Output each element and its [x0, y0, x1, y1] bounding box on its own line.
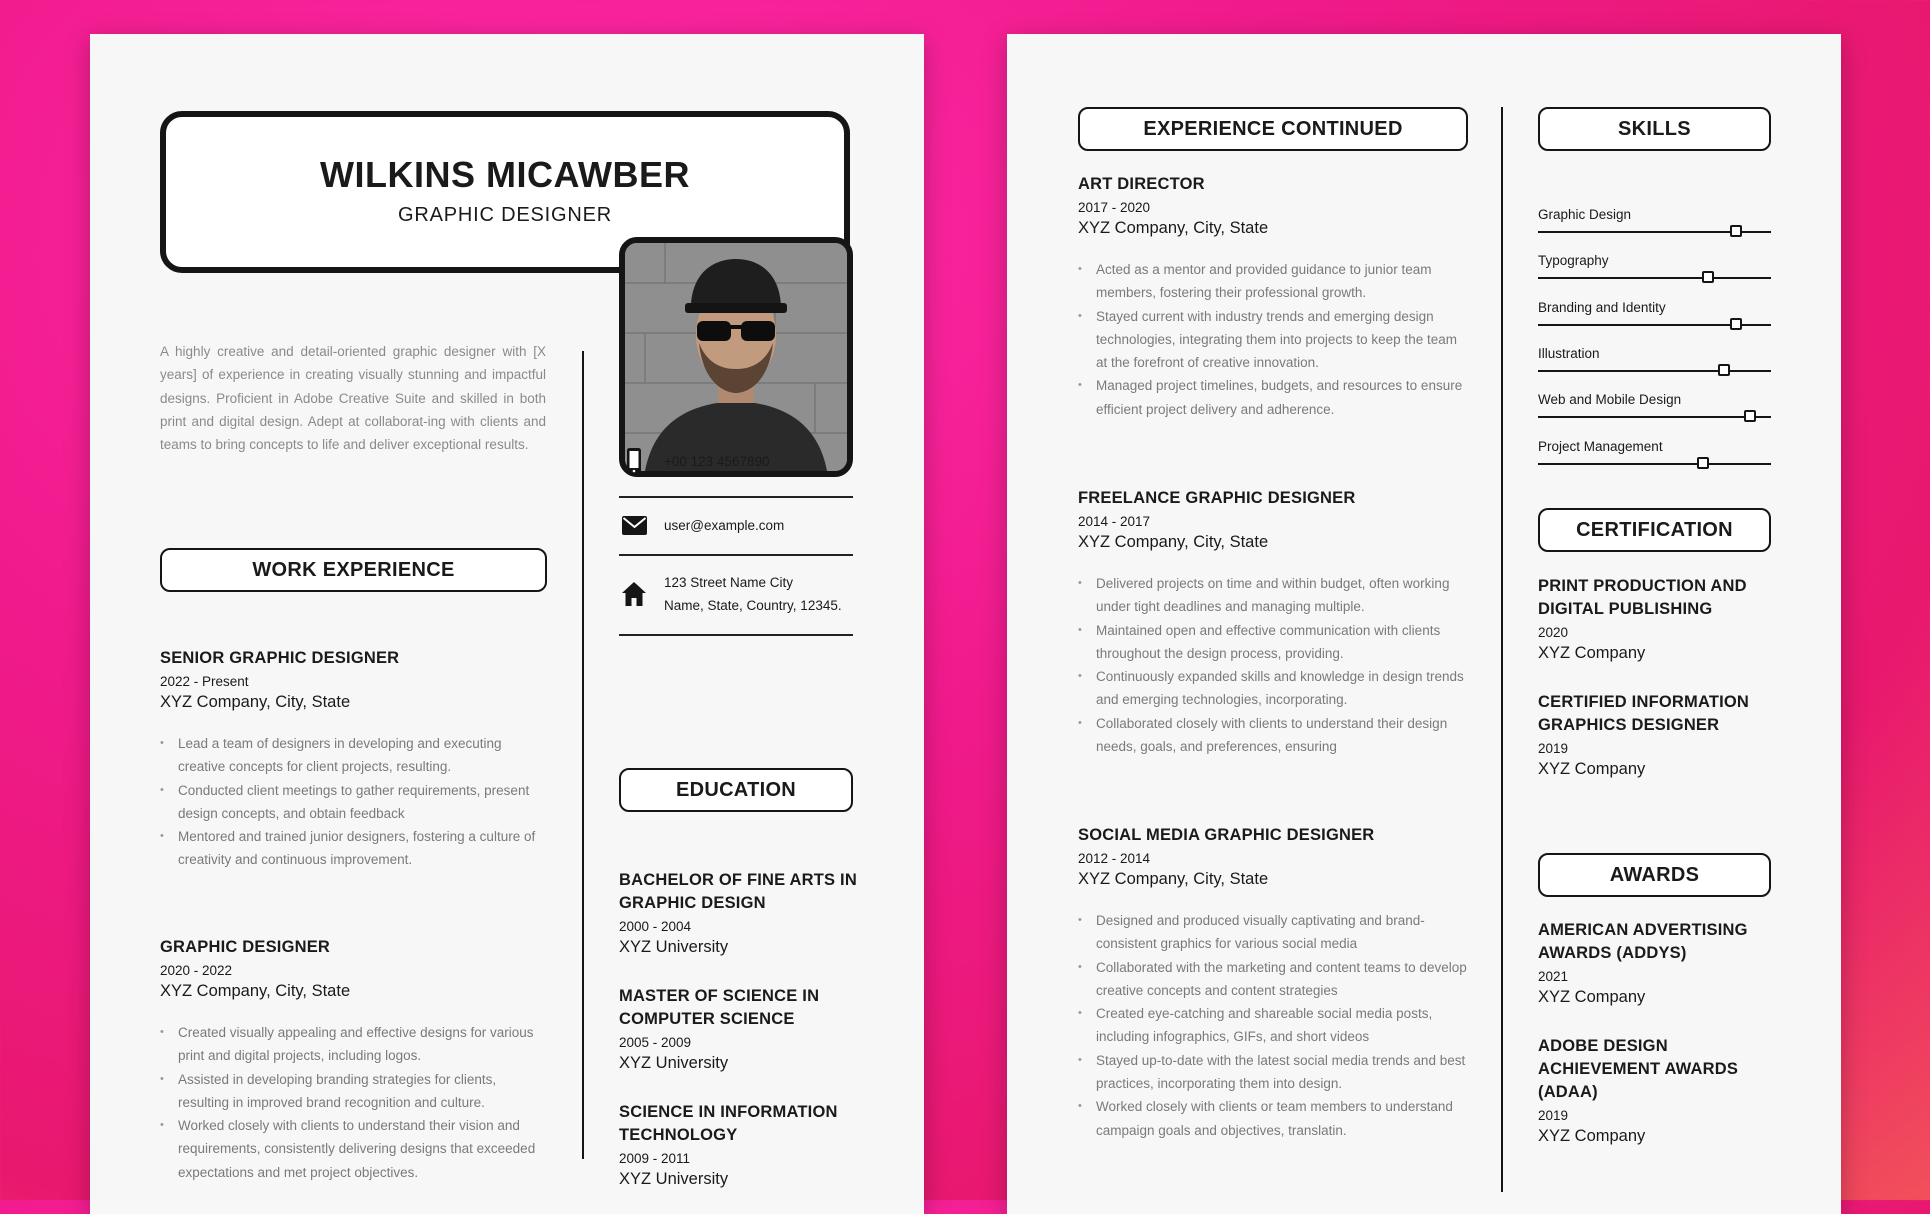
job-bullet: • Maintained open and effective communication with clients throughout the design process, providing.	[1078, 619, 1470, 666]
envelope-icon	[619, 516, 649, 535]
job-company: XYZ Company, City, State	[160, 693, 351, 711]
job-dates: 2017 - 2020	[1078, 200, 1151, 215]
certification-heading: CERTIFICATION	[1538, 508, 1771, 552]
skill-level-handle	[1697, 457, 1709, 469]
award-title: AMERICAN ADVERTISING AWARDS (ADDYS)	[1538, 921, 1748, 962]
degree-dates: 2005 - 2009	[619, 1035, 692, 1050]
award-title: ADOBE DESIGN ACHIEVEMENT AWARDS (ADAA)	[1538, 1037, 1739, 1101]
skill-name: Project Management	[1538, 438, 1663, 454]
job-bullets	[1078, 572, 1470, 758]
job-entry	[1078, 824, 1470, 1142]
school-name: XYZ University	[619, 938, 729, 956]
education-entry	[619, 869, 859, 957]
column-divider	[1501, 107, 1503, 1192]
candidate-name: WILKINS MICAWBER	[320, 154, 690, 195]
job-entry	[160, 647, 546, 872]
job-bullet: • Collaborated closely with clients to understand their design needs, goals, and preferences, ensuring	[1078, 712, 1470, 759]
job-bullet: • Worked closely with clients to understand their vision and requirements, consistently delivering designs that exceeded expectations and met project objectives.	[160, 1114, 546, 1184]
job-bullet: • Conducted client meetings to gather requirements, present design concepts, and obtain feedback	[160, 779, 546, 826]
certification-title: PRINT PRODUCTION AND DIGITAL PUBLISHING	[1538, 577, 1747, 618]
resume-page-2	[1007, 34, 1841, 1214]
job-dates: 2020 - 2022	[160, 963, 233, 978]
job-title: SENIOR GRAPHIC DESIGNER	[160, 649, 400, 667]
address-line-1: 123 Street Name City	[664, 575, 794, 590]
job-bullet: • Stayed up-to-date with the latest social media trends and best practices, incorporating them into design.	[1078, 1049, 1470, 1096]
job-bullet: • Stayed current with industry trends and emerging design technologies, integrating them into projects to keep the team at the forefront of creative innovation.	[1078, 305, 1470, 375]
skill-slider	[1538, 463, 1771, 465]
contact-email	[619, 496, 853, 556]
job-bullet: • Assisted in developing branding strategies for clients, resulting in improved brand recognition and culture.	[160, 1068, 546, 1115]
job-title: SOCIAL MEDIA GRAPHIC DESIGNER	[1078, 826, 1375, 844]
phone-icon	[619, 448, 649, 474]
address-text	[664, 571, 842, 617]
education-heading: EDUCATION	[619, 768, 853, 812]
job-bullet: • Created eye-catching and shareable social media posts, including infographics, GIFs, and short videos	[1078, 1002, 1470, 1049]
job-company: XYZ Company, City, State	[1078, 533, 1269, 551]
award-entry	[1538, 919, 1778, 1007]
education-entry	[619, 1101, 859, 1189]
certification-year: 2020	[1538, 625, 1569, 640]
job-company: XYZ Company, City, State	[160, 982, 351, 1000]
email-text: user@example.com	[664, 517, 785, 533]
skill-slider	[1538, 370, 1771, 372]
skill-level-handle	[1718, 364, 1730, 376]
award-year: 2019	[1538, 1108, 1569, 1123]
certification-entry	[1538, 691, 1778, 779]
job-bullets	[1078, 909, 1470, 1142]
work-experience-heading: WORK EXPERIENCE	[160, 548, 547, 592]
job-dates: 2012 - 2014	[1078, 851, 1151, 866]
skill-slider	[1538, 277, 1771, 279]
skill-level-handle	[1730, 225, 1742, 237]
job-bullet: • Created visually appealing and effective designs for various print and digital projects, including logos.	[160, 1021, 546, 1068]
job-bullet: • Worked closely with clients or team members to understand campaign goals and objectives, translatin.	[1078, 1095, 1470, 1142]
skill-name: Web and Mobile Design	[1538, 392, 1682, 408]
experience-continued-heading: EXPERIENCE CONTINUED	[1078, 107, 1468, 151]
home-icon	[619, 581, 649, 607]
column-divider	[582, 351, 584, 1159]
job-bullet: • Continuously expanded skills and knowledge in design trends and emerging technologies, incorporating.	[1078, 665, 1470, 712]
job-company: XYZ Company, City, State	[1078, 870, 1269, 888]
skill-slider	[1538, 231, 1771, 233]
skill-name: Typography	[1538, 253, 1609, 269]
certification-org: XYZ Company	[1538, 644, 1646, 662]
degree-title: MASTER OF SCIENCE IN COMPUTER SCIENCE	[619, 987, 820, 1028]
degree-title: BACHELOR OF FINE ARTS IN GRAPHIC DESIGN	[619, 871, 857, 912]
skill-level-handle	[1730, 318, 1742, 330]
job-bullet: • Collaborated with the marketing and content teams to develop creative concepts and content strategies	[1078, 956, 1470, 1003]
skill-level-handle	[1744, 410, 1756, 422]
resume-page-1	[90, 34, 924, 1214]
job-bullet: • Lead a team of designers in developing and executing creative concepts for client projects, resulting.	[160, 732, 546, 779]
job-bullet: • Designed and produced visually captivating and brand-consistent graphics for various social media	[1078, 909, 1470, 956]
award-org: XYZ Company	[1538, 988, 1646, 1006]
address-line-2: Name, State, Country, 12345.	[664, 598, 842, 613]
job-bullet: • Managed project timelines, budgets, and resources to ensure efficient project delivery and adherence.	[1078, 374, 1470, 421]
skill-name: Illustration	[1538, 345, 1600, 361]
job-bullet: • Acted as a mentor and provided guidance to junior team members, fostering their professional growth.	[1078, 258, 1470, 305]
certification-year: 2019	[1538, 741, 1569, 756]
award-entry	[1538, 1035, 1778, 1146]
certification-title: CERTIFIED INFORMATION GRAPHICS DESIGNER	[1538, 693, 1750, 734]
job-bullets	[1078, 258, 1470, 421]
award-org: XYZ Company	[1538, 1127, 1646, 1145]
job-bullet: • Mentored and trained junior designers, fostering a culture of creativity and continuous improvement.	[160, 825, 546, 872]
skills-heading: SKILLS	[1538, 107, 1771, 151]
school-name: XYZ University	[619, 1054, 729, 1072]
job-entry	[1078, 173, 1470, 421]
job-entry	[1078, 487, 1470, 758]
job-title: ART DIRECTOR	[1078, 175, 1205, 193]
degree-title: SCIENCE IN INFORMATION TECHNOLOGY	[619, 1103, 838, 1144]
job-bullets	[160, 1021, 546, 1184]
certification-org: XYZ Company	[1538, 760, 1646, 778]
contact-phone	[619, 426, 853, 498]
job-company: XYZ Company, City, State	[1078, 219, 1269, 237]
award-year: 2021	[1538, 969, 1569, 984]
profile-summary: A highly creative and detail-oriented graphic designer with [X years] of experience in creating visually stunning and impactful designs. Proficient in Adobe Creative Suite and skilled in both print and digital design. Adept at collaborat-ing with clients and teams to bring concepts to life and deliver exceptional results.	[160, 344, 546, 453]
skill-level-handle	[1702, 271, 1714, 283]
awards-heading: AWARDS	[1538, 853, 1771, 897]
candidate-role: GRAPHIC DESIGNER	[398, 204, 612, 226]
phone-text: +00 123 4567890	[664, 453, 770, 469]
degree-dates: 2000 - 2004	[619, 919, 692, 934]
job-entry	[160, 936, 546, 1184]
education-entry	[619, 985, 859, 1073]
degree-dates: 2009 - 2011	[619, 1151, 691, 1166]
skill-slider	[1538, 416, 1771, 418]
job-title: GRAPHIC DESIGNER	[160, 938, 331, 956]
contact-address	[619, 554, 853, 636]
skill-slider	[1538, 324, 1771, 326]
job-bullets	[160, 732, 546, 872]
job-dates: 2022 - Present	[160, 674, 249, 689]
job-title: FREELANCE GRAPHIC DESIGNER	[1078, 489, 1356, 507]
certification-entry	[1538, 575, 1778, 663]
skill-name: Branding and Identity	[1538, 299, 1666, 315]
school-name: XYZ University	[619, 1170, 729, 1188]
job-dates: 2014 - 2017	[1078, 514, 1151, 529]
job-bullet: • Delivered projects on time and within budget, often working under tight deadlines and managing multiple.	[1078, 572, 1470, 619]
skill-name: Graphic Design	[1538, 207, 1632, 222]
